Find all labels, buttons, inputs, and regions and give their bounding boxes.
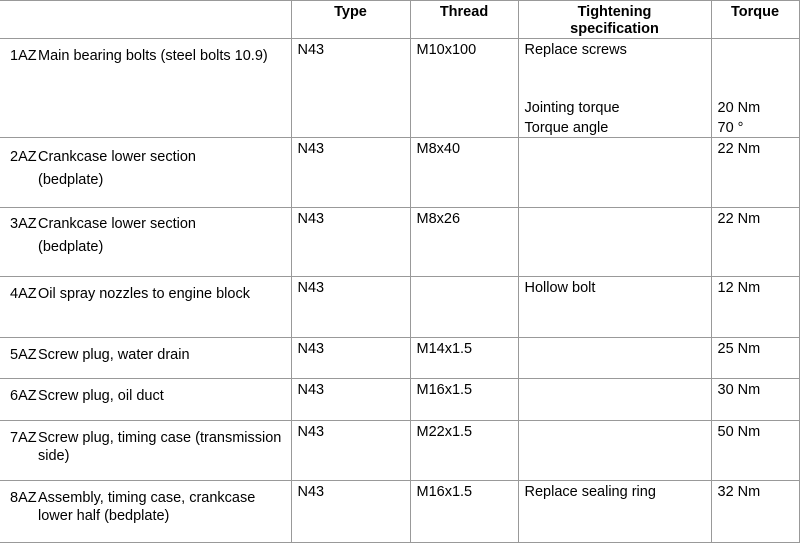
torque-cell [711, 421, 799, 481]
item-number: 7AZ [10, 430, 37, 446]
item-description: Oil spray nozzles to engine block [38, 286, 250, 302]
header-item [0, 1, 291, 39]
table-row [0, 379, 799, 421]
thread-value: M10x100 [416, 42, 477, 58]
item-description: (bedplate) [38, 239, 104, 255]
header-tightening-specification [518, 1, 711, 39]
spec-value: Torque angle [524, 120, 609, 136]
thread-value: M22x1.5 [416, 424, 473, 440]
torque-value: 22 Nm [717, 211, 761, 227]
spec-value: Replace sealing ring [524, 484, 656, 500]
spec-cell [518, 277, 711, 338]
torque-value: 32 Nm [717, 484, 761, 500]
item-description: Crankcase lower section [38, 216, 196, 232]
item-number: 6AZ [10, 388, 37, 404]
spec-cell [518, 421, 711, 481]
header-tightening-line1: Tightening [577, 4, 652, 20]
type-cell [291, 481, 410, 543]
torque-cell [711, 39, 799, 138]
header-torque: Torque [711, 1, 799, 39]
spec-value [519, 379, 711, 381]
table-row [0, 481, 799, 543]
item-number: 3AZ [10, 216, 37, 232]
item-cell [0, 421, 291, 481]
thread-cell [410, 138, 518, 208]
torque-value: 12 Nm [717, 280, 761, 296]
type-value: N43 [297, 424, 325, 440]
item-number: 4AZ [10, 286, 37, 302]
thread-value: M16x1.5 [416, 382, 473, 398]
torque-value: 22 Nm [717, 141, 761, 157]
header-tightening-line2: specification [570, 21, 659, 37]
item-cell [0, 39, 291, 138]
item-description: Screw plug, oil duct [38, 388, 164, 404]
spec-value [519, 338, 711, 340]
spec-cell [518, 379, 711, 421]
torque-value: 70 ° [717, 120, 744, 136]
torque-value: 25 Nm [717, 341, 761, 357]
item-description: (bedplate) [38, 172, 104, 188]
thread-value: M14x1.5 [416, 341, 473, 357]
type-value: N43 [297, 484, 325, 500]
spec-cell [518, 39, 711, 138]
spec-cell [518, 338, 711, 379]
spec-value: Jointing torque [524, 100, 620, 116]
thread-cell [410, 421, 518, 481]
thread-cell [410, 379, 518, 421]
item-number: 5AZ [10, 347, 37, 363]
thread-value: M8x26 [416, 211, 461, 227]
item-cell [0, 208, 291, 277]
type-cell [291, 379, 410, 421]
table-row [0, 208, 799, 277]
torque-cell [711, 481, 799, 543]
torque-cell [711, 277, 799, 338]
item-description: Screw plug, timing case (transmission side) [38, 430, 282, 464]
type-value: N43 [297, 141, 325, 157]
type-value: N43 [297, 341, 325, 357]
spec-cell [518, 481, 711, 543]
torque-value: 50 Nm [717, 424, 761, 440]
type-cell [291, 421, 410, 481]
type-value: N43 [297, 382, 325, 398]
table-row [0, 338, 799, 379]
torque-cell [711, 138, 799, 208]
item-cell [0, 379, 291, 421]
table-row [0, 138, 799, 208]
spec-value [519, 208, 711, 210]
header-thread: Thread [410, 1, 518, 39]
torque-cell [711, 338, 799, 379]
type-cell [291, 277, 410, 338]
spec-cell [518, 208, 711, 277]
type-cell [291, 138, 410, 208]
table-row [0, 421, 799, 481]
table-row [0, 277, 799, 338]
item-cell [0, 338, 291, 379]
spec-value [519, 138, 711, 140]
header-type: Type [291, 1, 410, 39]
thread-value: M16x1.5 [416, 484, 473, 500]
table-row [0, 39, 799, 138]
type-cell [291, 338, 410, 379]
spec-cell [518, 138, 711, 208]
item-description: Crankcase lower section [38, 149, 196, 165]
item-number: 1AZ [10, 48, 37, 64]
type-cell [291, 208, 410, 277]
item-cell [0, 481, 291, 543]
thread-value [411, 277, 518, 279]
item-number: 2AZ [10, 149, 37, 165]
type-cell [291, 39, 410, 138]
thread-cell [410, 208, 518, 277]
item-cell [0, 277, 291, 338]
header-row [0, 1, 799, 39]
thread-cell [410, 277, 518, 338]
spec-value: Replace screws [524, 42, 627, 58]
item-cell [0, 138, 291, 208]
item-description: Assembly, timing case, crankcase lower half (bedplate) [38, 490, 256, 524]
item-description: Main bearing bolts (steel bolts 10.9) [38, 48, 268, 64]
torque-value: 20 Nm [717, 100, 761, 116]
type-value: N43 [297, 211, 325, 227]
torque-cell [711, 379, 799, 421]
thread-cell [410, 338, 518, 379]
torque-value: 30 Nm [717, 382, 761, 398]
item-number: 8AZ [10, 490, 37, 506]
spec-value: Hollow bolt [524, 280, 596, 296]
type-value: N43 [297, 42, 325, 58]
thread-value: M8x40 [416, 141, 461, 157]
thread-cell [410, 39, 518, 138]
item-description: Screw plug, water drain [38, 347, 190, 363]
spec-value [519, 421, 711, 423]
type-value: N43 [297, 280, 325, 296]
torque-cell [711, 208, 799, 277]
thread-cell [410, 481, 518, 543]
